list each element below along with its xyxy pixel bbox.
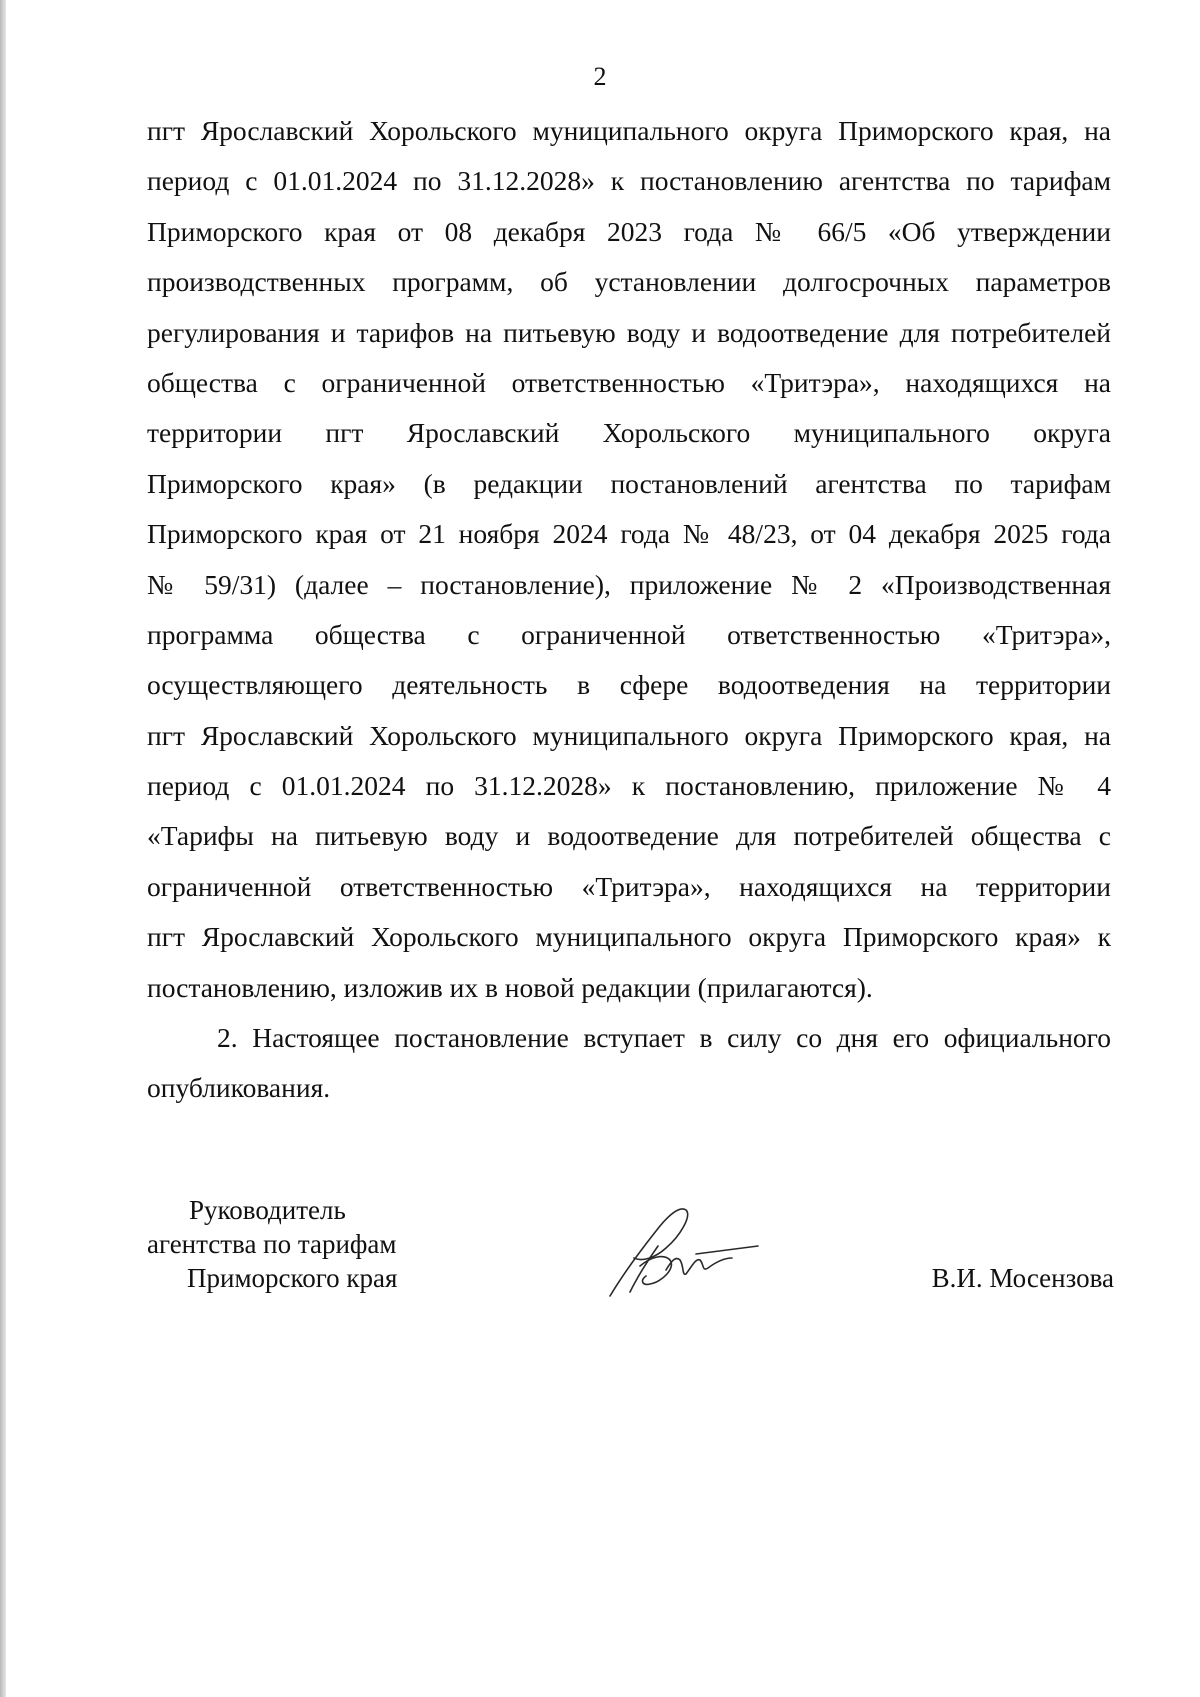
text-line: регулирования и тарифов на питьевую воду и водоотведение для потребителей	[147, 316, 1111, 348]
signatory-position	[147, 1193, 447, 1295]
position-line: Руководитель	[189, 1195, 346, 1225]
signatory-name: В.И. Мосензова	[931, 1263, 1114, 1293]
handwritten-signature-icon	[600, 1196, 770, 1306]
text-line: программа общества с ограниченной ответственностью «Тритэра»,	[147, 618, 1111, 650]
document-body	[147, 106, 1111, 1114]
page-number: 2	[593, 62, 607, 91]
text-line: опубликования.	[147, 1072, 331, 1104]
text-line: осуществляющего деятельность в сфере водоотведения на территории	[147, 669, 1111, 701]
text-line: Приморского края от 08 декабря 2023 года № 66/5 «Об утверждении	[147, 215, 1111, 247]
text-line: период с 01.01.2024 по 31.12.2028» к постановлению, приложение № 4	[147, 770, 1111, 802]
scan-left-edge	[0, 0, 6, 1697]
position-line: агентства по тарифам	[147, 1229, 397, 1259]
position-line: Приморского края	[187, 1263, 398, 1293]
text-line: постановлению, изложив их в новой редакции (прилагаются).	[147, 971, 873, 1003]
text-line: пгт Ярославский Хорольского муниципального округа Приморского края» к	[147, 921, 1111, 953]
text-line: 2. Настоящее постановление вступает в силу со дня его официального	[217, 1022, 1111, 1054]
text-line: пгт Ярославский Хорольского муниципального округа Приморского края, на	[147, 115, 1111, 146]
text-line: № 59/31) (далее – постановление), приложение № 2 «Производственная	[147, 568, 1111, 600]
text-line: территории пгт Ярославский Хорольского муниципального округа	[147, 417, 1111, 449]
text-line: Приморского края от 21 ноября 2024 года № 48/23, от 04 декабря 2025 года	[147, 518, 1111, 550]
text-line: пгт Ярославский Хорольского муниципального округа Приморского края, на	[147, 719, 1111, 751]
text-line: ограниченной ответственностью «Тритэра», находящихся на территории	[147, 870, 1111, 902]
text-line: период с 01.01.2024 по 31.12.2028» к постановлению агентства по тарифам	[147, 165, 1111, 197]
text-line: «Тарифы на питьевую воду и водоотведение для потребителей общества с	[147, 820, 1111, 852]
text-line: общества с ограниченной ответственностью «Тритэра», находящихся на	[147, 366, 1111, 398]
text-line: производственных программ, об установлении долгосрочных параметров	[147, 266, 1111, 298]
text-line: Приморского края» (в редакции постановлений агентства по тарифам	[147, 467, 1111, 499]
